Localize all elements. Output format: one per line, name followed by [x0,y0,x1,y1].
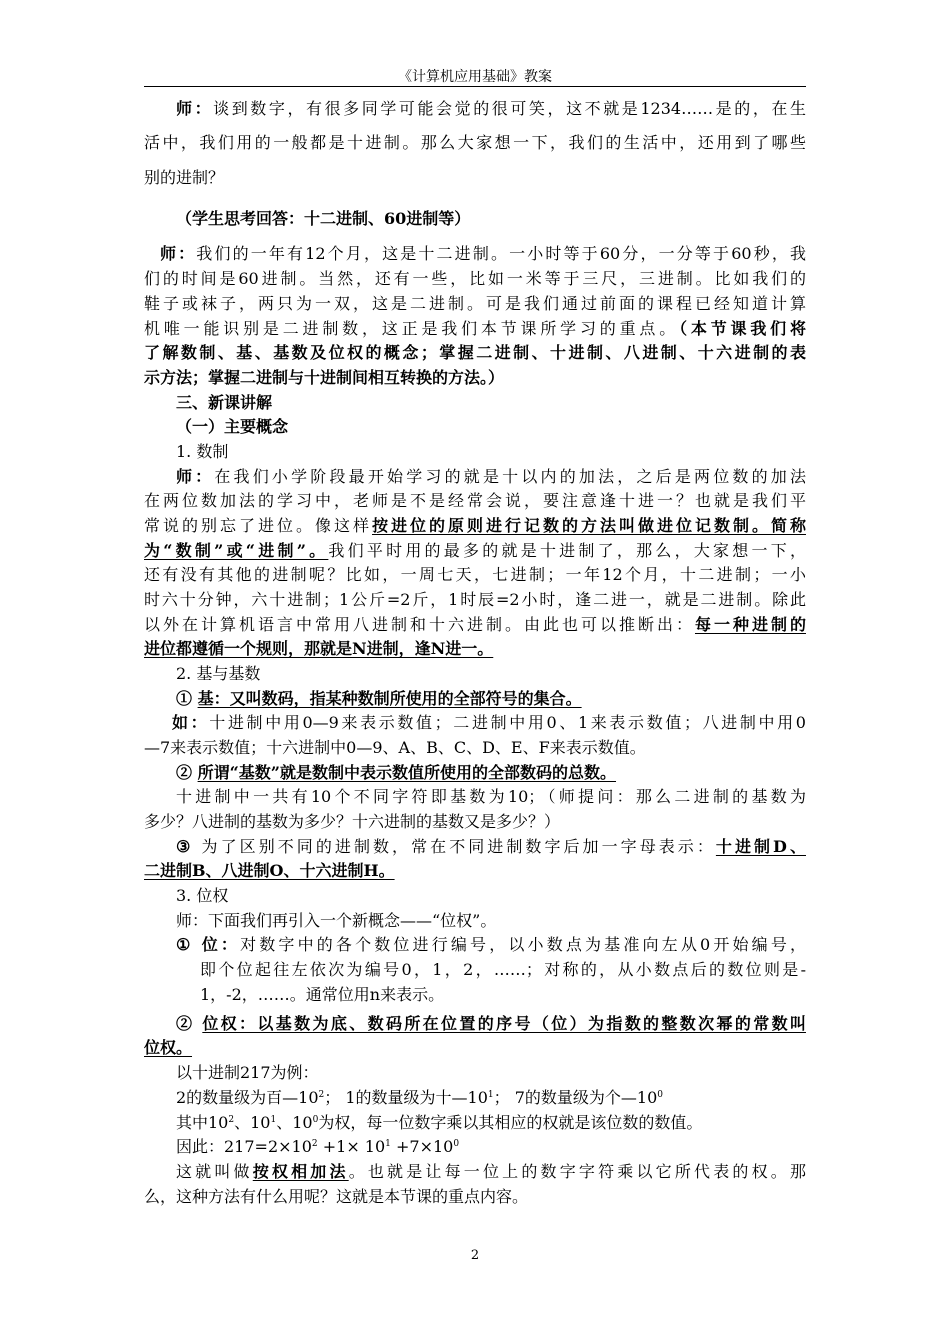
text: ； 1的数量级为十—10 [324,1088,488,1107]
circled-number: ② [176,1014,195,1033]
definition-text: 基：又叫数码，指某种数制所使用的全部符号的集合。 [197,689,582,708]
paragraph-line [144,516,806,536]
item-title: 1. 数制 [176,442,229,461]
speaker-label: 师： [160,244,197,263]
objective-line: 了解数制、基、基数及位权的概念；掌握二进制、十进制、八进制、十六进制的表 [144,343,806,362]
exponent: 0 [312,1115,319,1125]
circled-number: ② [176,763,193,782]
paragraph-line: 还有没有其他的进制呢？比如，一周七天，七进制；一年12个月，十二进制；一小 [144,565,806,584]
definition-line [176,763,838,783]
text: 其中10 [176,1113,229,1132]
formula-line [176,1137,838,1157]
paragraph-line: 活中，我们用的一般都是十进制。那么大家想一下，我们的生活中，还用到了哪些 [144,133,806,152]
paragraph-line: 么，这种方法有什么用呢？这就是本节课的重点内容。 [144,1187,529,1206]
paragraph-line: 1，-2，……。通常位用n来表示。 [200,985,445,1004]
circled-number: ① [176,935,194,954]
student-answer: （学生思考回答：十二进制、60进制等） [176,209,471,228]
objective-text: （本节课我们将 [679,319,806,338]
text: 常说的别忘了进位。像这样 [144,516,372,535]
exponent: 2 [318,1090,325,1100]
weights-line [176,1113,838,1133]
paragraph-line [144,541,806,561]
magnitude-line [176,1088,838,1108]
paragraph-line [176,99,806,119]
item-title: 3. 位权 [176,886,229,905]
text: 、10 [234,1113,271,1132]
text: 我们平时用的最多的就是十进制了，那么，大家想一下， [328,541,806,560]
exponent: 2 [228,1115,235,1125]
header-rule [144,86,806,87]
exponent: 1 [270,1115,277,1125]
text: 。也就是让每一位上的数字字符乘以它所代表的权。那 [348,1162,806,1181]
method-name: 按权相加法 [252,1162,349,1181]
paragraph-line: 即个位起往左依次为编号0，1，2，……；对称的，从小数点后的数位则是- [200,960,806,979]
exponent: 1 [385,1139,391,1149]
text: 谈到数字，有很多同学可能会觉的很可笑，这不就是1234……是的，在生 [213,99,806,118]
definition-text: 位权。 [144,1038,193,1057]
text: 、10 [276,1113,313,1132]
text: 这就叫做 [176,1162,253,1181]
paragraph-line: 多少？八进制的基数为多少？十六进制的基数又是多少？） [144,812,561,831]
speaker-label: 师： [176,467,215,486]
definition-text: 所谓“基数”就是数制中表示数值所使用的全部数码的总数。 [197,763,617,782]
term-label: 位： [201,935,241,954]
paragraph-line: 以十进制217为例： [176,1063,319,1082]
paragraph-line: 十进制中一共有10个不同字符即基数为10；（师提问：那么二进制的基数为 [176,787,806,806]
exponent: 0 [453,1139,460,1149]
definition-text: 十进制D、 [715,837,806,856]
paragraph-line [172,713,806,733]
paragraph-line: 师：下面我们再引入一个新概念——“位权”。 [176,911,497,930]
definition-line [176,1014,806,1034]
exponent: 0 [657,1090,664,1100]
item-title: 2. 基与基数 [176,664,261,683]
definition-text: 位权：以基数为底、数码所在位置的序号（位）为指数的整数次幂的常数叫 [202,1014,806,1033]
exponent: 2 [311,1139,318,1149]
text: 对数字中的各个数位进行编号，以小数点为基准向左从0开始编号， [240,935,806,954]
circled-number: ③ [176,837,194,856]
page-header: 《计算机应用基础》教案 [398,69,552,85]
paragraph-line: 在两位数加法的学习中，老师是不是经常会说，要注意逢十进一？也就是我们平 [144,491,806,510]
paragraph-line [176,837,806,857]
text: 在我们小学阶段最开始学习的就是十以内的加法，之后是两位数的加法 [214,467,806,486]
paragraph-line [176,935,806,955]
paragraph-line [160,244,806,264]
text: 为权，每一位数字乘以其相应的权就是该位数的数值。 [318,1113,703,1132]
page-number: 2 [470,1248,480,1263]
text: 为了区别不同的进制数，常在不同进制数字后加一字母表示： [201,837,716,856]
text: ； 7的数量级为个—10 [493,1088,658,1107]
objective-line: 示方法；掌握二进制与十进制间相互转换的方法。） [144,368,505,387]
paragraph-line: —7来表示数值；十六进制中0—9、A、B、C、D、E、F来表示数值。 [144,738,646,757]
text: 我们的一年有12个月，这是十二进制。一小时等于60分，一分等于60秒，我 [196,244,806,263]
definition-text: 按进位的原则进行记数的方法叫做进位记数制。简称 [372,516,806,535]
exponent: 1 [487,1090,494,1100]
text: 机唯一能识别是二进制数，这正是我们本节课所学习的重点。 [144,319,680,338]
circled-number: ① [176,689,193,708]
paragraph-line: 们的时间是60进制。当然，还有一些，比如一米等于三尺，三进制。比如我们的 [144,269,806,288]
text: 因此：217=2×10 [176,1137,312,1156]
text: 以外在计算机语言中常用八进制和十六进制。由此也可以推断出： [144,615,695,634]
rule-text: 每一种进制的 [694,615,806,634]
speaker-label: 师： [176,99,214,118]
definition-text: 为“数制”或“进制”。 [144,541,329,560]
paragraph-line: 鞋子或袜子，两只为一双，这是二进制。可是我们通过前面的课程已经知道计算 [144,294,806,313]
paragraph-line [144,615,806,635]
paragraph-line [176,467,806,487]
text: +1× 10 [317,1137,386,1156]
rule-text: 进位都遵循一个规则，那就是N进制，逢N进一。 [144,639,494,658]
section-heading: 三、新课讲解 [176,393,273,412]
definition-line [176,689,838,709]
text: +7×10 [390,1137,454,1156]
paragraph-line [176,1162,806,1182]
definition-text: 二进制B、八进制O、十六进制H。 [144,861,395,880]
subsection-heading: （一）主要概念 [176,417,289,436]
paragraph-line [144,319,806,339]
text: 十进制中用0—9来表示数值；二进制中用0、1来表示数值；八进制中用0 [209,713,806,732]
paragraph-line: 别的进制？ [144,168,225,187]
text: 2的数量级为百—10 [176,1088,319,1107]
paragraph-line: 时六十分钟，六十进制；1公斤=2斤，1时辰=2小时，逢二进一，就是二进制。除此 [144,590,806,609]
example-label: 如： [172,713,210,732]
